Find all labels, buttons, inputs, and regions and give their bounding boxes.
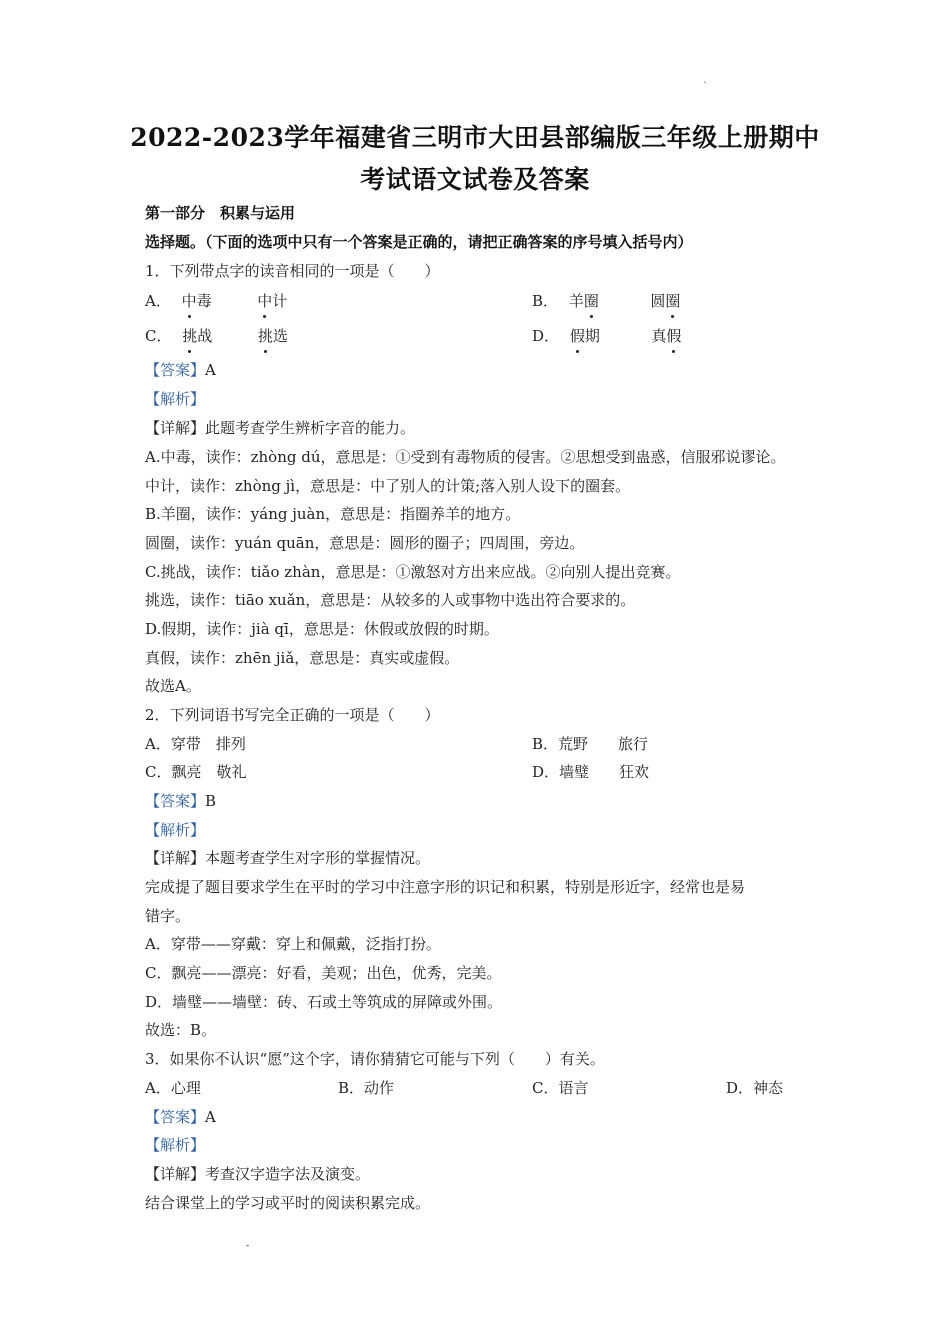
q2-detail [145, 848, 430, 868]
dotted-char: 假 [569, 327, 585, 345]
answer-value: A [205, 361, 216, 379]
dotted-char: 圈 [583, 292, 599, 310]
detail-tag: 【详解】 [145, 1165, 206, 1183]
q2-answer [145, 791, 216, 811]
q1-detail [145, 418, 415, 438]
q1-explanation-line: 中计，读作：zhòng jì，意思是：中了别人的计策;落入别人设下的圈套。 [145, 477, 631, 495]
q2-explanation-line: 错字。 [145, 907, 191, 925]
answer-tag: 【答案】 [145, 361, 206, 379]
q1-option-a: A． 中毒 中计 [145, 292, 288, 310]
q1-answer [145, 360, 216, 380]
title-line-2: 考试语文试卷及答案 [360, 165, 590, 194]
detail-tag: 【详解】 [145, 419, 206, 437]
q2-conclusion: 故选：B。 [145, 1021, 217, 1039]
q3-option-a: A．心理 [145, 1079, 201, 1097]
q1-option-b: B． 羊圈 圆圈 [532, 292, 681, 310]
q2-explanation-line: D．墙璧——墙壁：砖、石或土等筑成的屏障或外围。 [145, 993, 503, 1011]
footer-mark: ˉ [245, 1245, 250, 1256]
dotted-char: 挑 [182, 327, 198, 345]
q2-analysis-tag: 【解析】 [145, 821, 206, 839]
q1-conclusion: 故选A。 [145, 677, 201, 695]
detail-text: 本题考查学生对字形的掌握情况。 [205, 849, 431, 867]
q1-explanation-line: 挑选，读作：tiāo xuǎn，意思是：从较多的人或事物中选出符合要求的。 [145, 591, 636, 609]
instruction: 选择题。（下面的选项中只有一个答案是正确的，请把正确答案的序号填入括号内） [145, 233, 693, 251]
q2-option-d: D．墙璧 狂欢 [532, 763, 650, 781]
q2-explanation-line: C．飘亮——漂亮：好看，美观；出色，优秀，完美。 [145, 964, 502, 982]
q2-stem: 2．下列词语书写完全正确的一项是（ ） [145, 706, 440, 724]
detail-tag: 【详解】 [145, 849, 206, 867]
q2-explanation-line: A．穿带——穿戴：穿上和佩戴，泛指打扮。 [145, 935, 441, 953]
q3-stem: 3．如果你不认识“愿”这个字，请你猜猜它可能与下列（ ）有关。 [145, 1050, 605, 1068]
corner-mark: ˋ [703, 82, 708, 93]
q3-detail [145, 1164, 370, 1184]
q2-option-b: B．荒野 旅行 [532, 735, 649, 753]
q3-option-d: D．神态 [726, 1079, 784, 1097]
q2-explanation-line: 完成提了题目要求学生在平时的学习中注意字形的识记和积累，特别是形近字，经常也是易 [145, 878, 746, 896]
q1-option-c: C． 挑战 挑选 [145, 327, 288, 345]
q3-answer [145, 1107, 216, 1127]
detail-text: 考查汉字造字法及演变。 [205, 1165, 371, 1183]
q3-option-c: C．语言 [532, 1079, 589, 1097]
dotted-char: 中 [181, 292, 197, 310]
dotted-char: 假 [666, 327, 682, 345]
answer-value: A [205, 1108, 216, 1126]
q3-analysis-tag: 【解析】 [145, 1136, 206, 1154]
section-heading: 第一部分 积累与运用 [145, 204, 296, 222]
q3-option-b: B．动作 [338, 1079, 395, 1097]
dotted-char: 圈 [665, 292, 681, 310]
answer-value: B [205, 792, 217, 810]
q1-explanation-line: D.假期，读作：jià qī，意思是：休假或放假的时期。 [145, 620, 499, 638]
dotted-char: 挑 [257, 327, 273, 345]
q1-stem: 1．下列带点字的读音相同的一项是（ ） [145, 262, 440, 280]
title-line-1: 2022-2023学年福建省三明市大田县部编版三年级上册期中 [130, 123, 820, 152]
q2-option-a: A．穿带 排列 [145, 735, 246, 753]
q1-explanation-line: 真假，读作：zhēn jiǎ，意思是：真实或虚假。 [145, 649, 460, 667]
q1-explanation-line: C.挑战，读作：tiǎo zhàn，意思是：①激怒对方出来应战。②向别人提出竞赛。 [145, 563, 681, 581]
q1-explanation-line: 圆圈，读作：yuán quān，意思是：圆形的圈子；四周围，旁边。 [145, 534, 585, 552]
answer-tag: 【答案】 [145, 792, 206, 810]
q1-explanation-line: B.羊圈，读作：yáng juàn，意思是：指圈养羊的地方。 [145, 505, 521, 523]
q2-option-c: C．飘亮 敬礼 [145, 763, 247, 781]
q3-explanation-line: 结合课堂上的学习或平时的阅读积累完成。 [145, 1194, 431, 1212]
q1-analysis-tag: 【解析】 [145, 390, 206, 408]
q1-option-d: D． 假期 真假 [532, 327, 682, 345]
q1-explanation-line: A.中毒，读作：zhòng dú，意思是：①受到有毒物质的侵害。②思想受到蛊惑，信服邪说谬论。 [145, 448, 786, 466]
dotted-char: 中 [257, 292, 273, 310]
detail-text: 此题考查学生辨析字音的能力。 [205, 419, 416, 437]
answer-tag: 【答案】 [145, 1108, 206, 1126]
